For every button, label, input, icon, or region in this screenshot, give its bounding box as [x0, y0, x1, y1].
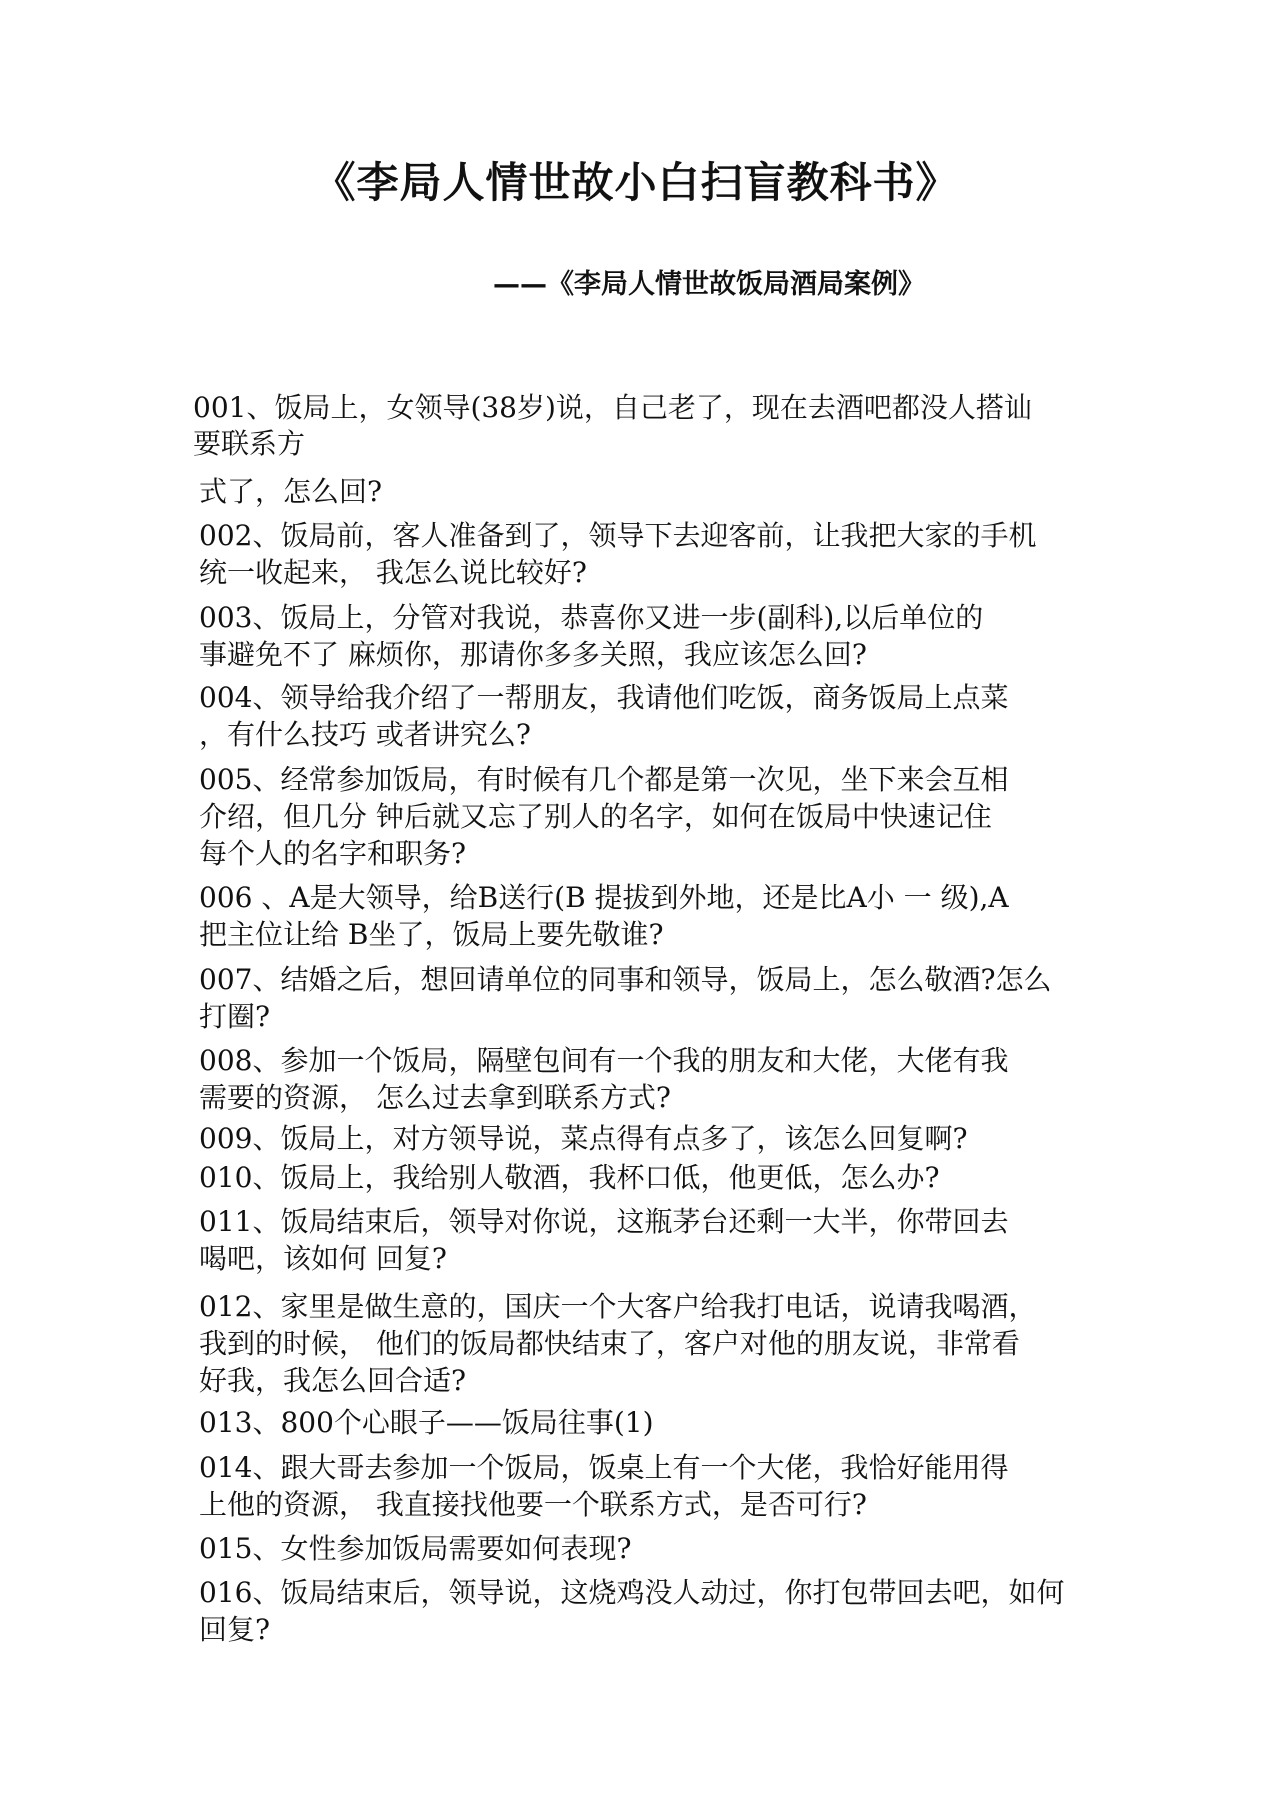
text-line: 012、家里是做生意的，国庆一个大客户给我打电话，说请我喝酒， — [199, 1290, 1037, 1323]
text-line: 每个人的名字和职务? — [199, 837, 467, 870]
text-line: 009、饭局上，对方领导说，菜点得有点多了，该怎么回复啊? — [199, 1122, 968, 1155]
text-line: 002、饭局前，客人准备到了，领导下去迎客前，让我把大家的手机 — [199, 519, 1037, 552]
text-line: 把主位让给 B坐了，饭局上要先敬谁? — [199, 918, 664, 951]
text-line: ，有什么技巧 或者讲究么? — [199, 718, 531, 751]
text-line: 统一收起来， 我怎么说比较好? — [199, 556, 587, 589]
document-title: 《李局人情世故小白扫盲教科书》 — [313, 158, 959, 207]
text-line: 014、跟大哥去参加一个饭局，饭桌上有一个大佬，我恰好能用得 — [199, 1451, 1009, 1484]
text-line: 需要的资源， 怎么过去拿到联系方式? — [199, 1081, 671, 1114]
text-line: 011、饭局结束后，领导对你说，这瓶茅台还剩一大半，你带回去 — [199, 1205, 1009, 1238]
text-line: 式了，怎么回? — [199, 475, 383, 508]
text-line: 上他的资源， 我直接找他要一个联系方式，是否可行? — [199, 1488, 867, 1521]
text-line: 010、饭局上，我给别人敬酒，我杯口低，他更低，怎么办? — [199, 1161, 940, 1194]
document-subtitle: ——《李局人情世故饭局酒局案例》 — [493, 269, 925, 300]
text-line: 007、结婚之后，想回请单位的同事和领导，饭局上，怎么敬酒?怎么 — [199, 963, 1052, 996]
text-line: 006 、A是大领导，给B送行(B 提拔到外地，还是比A小 一 级),A — [199, 881, 1009, 914]
text-line: 事避免不了 麻烦你，那请你多多关照，我应该怎么回? — [199, 638, 867, 671]
text-line: 013、800个心眼子——饭局往事(1) — [199, 1406, 654, 1439]
text-line: 001、饭局上，女领导(38岁)说，自己老了，现在去酒吧都没人搭讪 — [193, 391, 1032, 424]
text-line: 016、饭局结束后，领导说，这烧鸡没人动过，你打包带回去吧，如何 — [199, 1576, 1065, 1609]
text-line: 015、女性参加饭局需要如何表现? — [199, 1532, 632, 1565]
text-line: 喝吧，该如何 回复? — [199, 1242, 447, 1275]
text-line: 回复? — [199, 1613, 271, 1646]
text-line: 003、饭局上，分管对我说，恭喜你又进一步(副科),以后单位的 — [199, 601, 984, 634]
text-line: 004、领导给我介绍了一帮朋友，我请他们吃饭，商务饭局上点菜 — [199, 681, 1009, 714]
text-line: 005、经常参加饭局，有时候有几个都是第一次见，坐下来会互相 — [199, 763, 1009, 796]
text-line: 打圈? — [199, 1000, 271, 1033]
text-line: 008、参加一个饭局，隔壁包间有一个我的朋友和大佬，大佬有我 — [199, 1044, 1009, 1077]
text-line: 要联系方 — [193, 427, 306, 460]
text-line: 介绍，但几分 钟后就又忘了别人的名字，如何在饭局中快速记住 — [199, 800, 992, 833]
text-line: 我到的时候， 他们的饭局都快结束了，客户对他的朋友说，非常看 — [199, 1327, 1020, 1360]
text-line: 好我，我怎么回合适? — [199, 1364, 467, 1397]
